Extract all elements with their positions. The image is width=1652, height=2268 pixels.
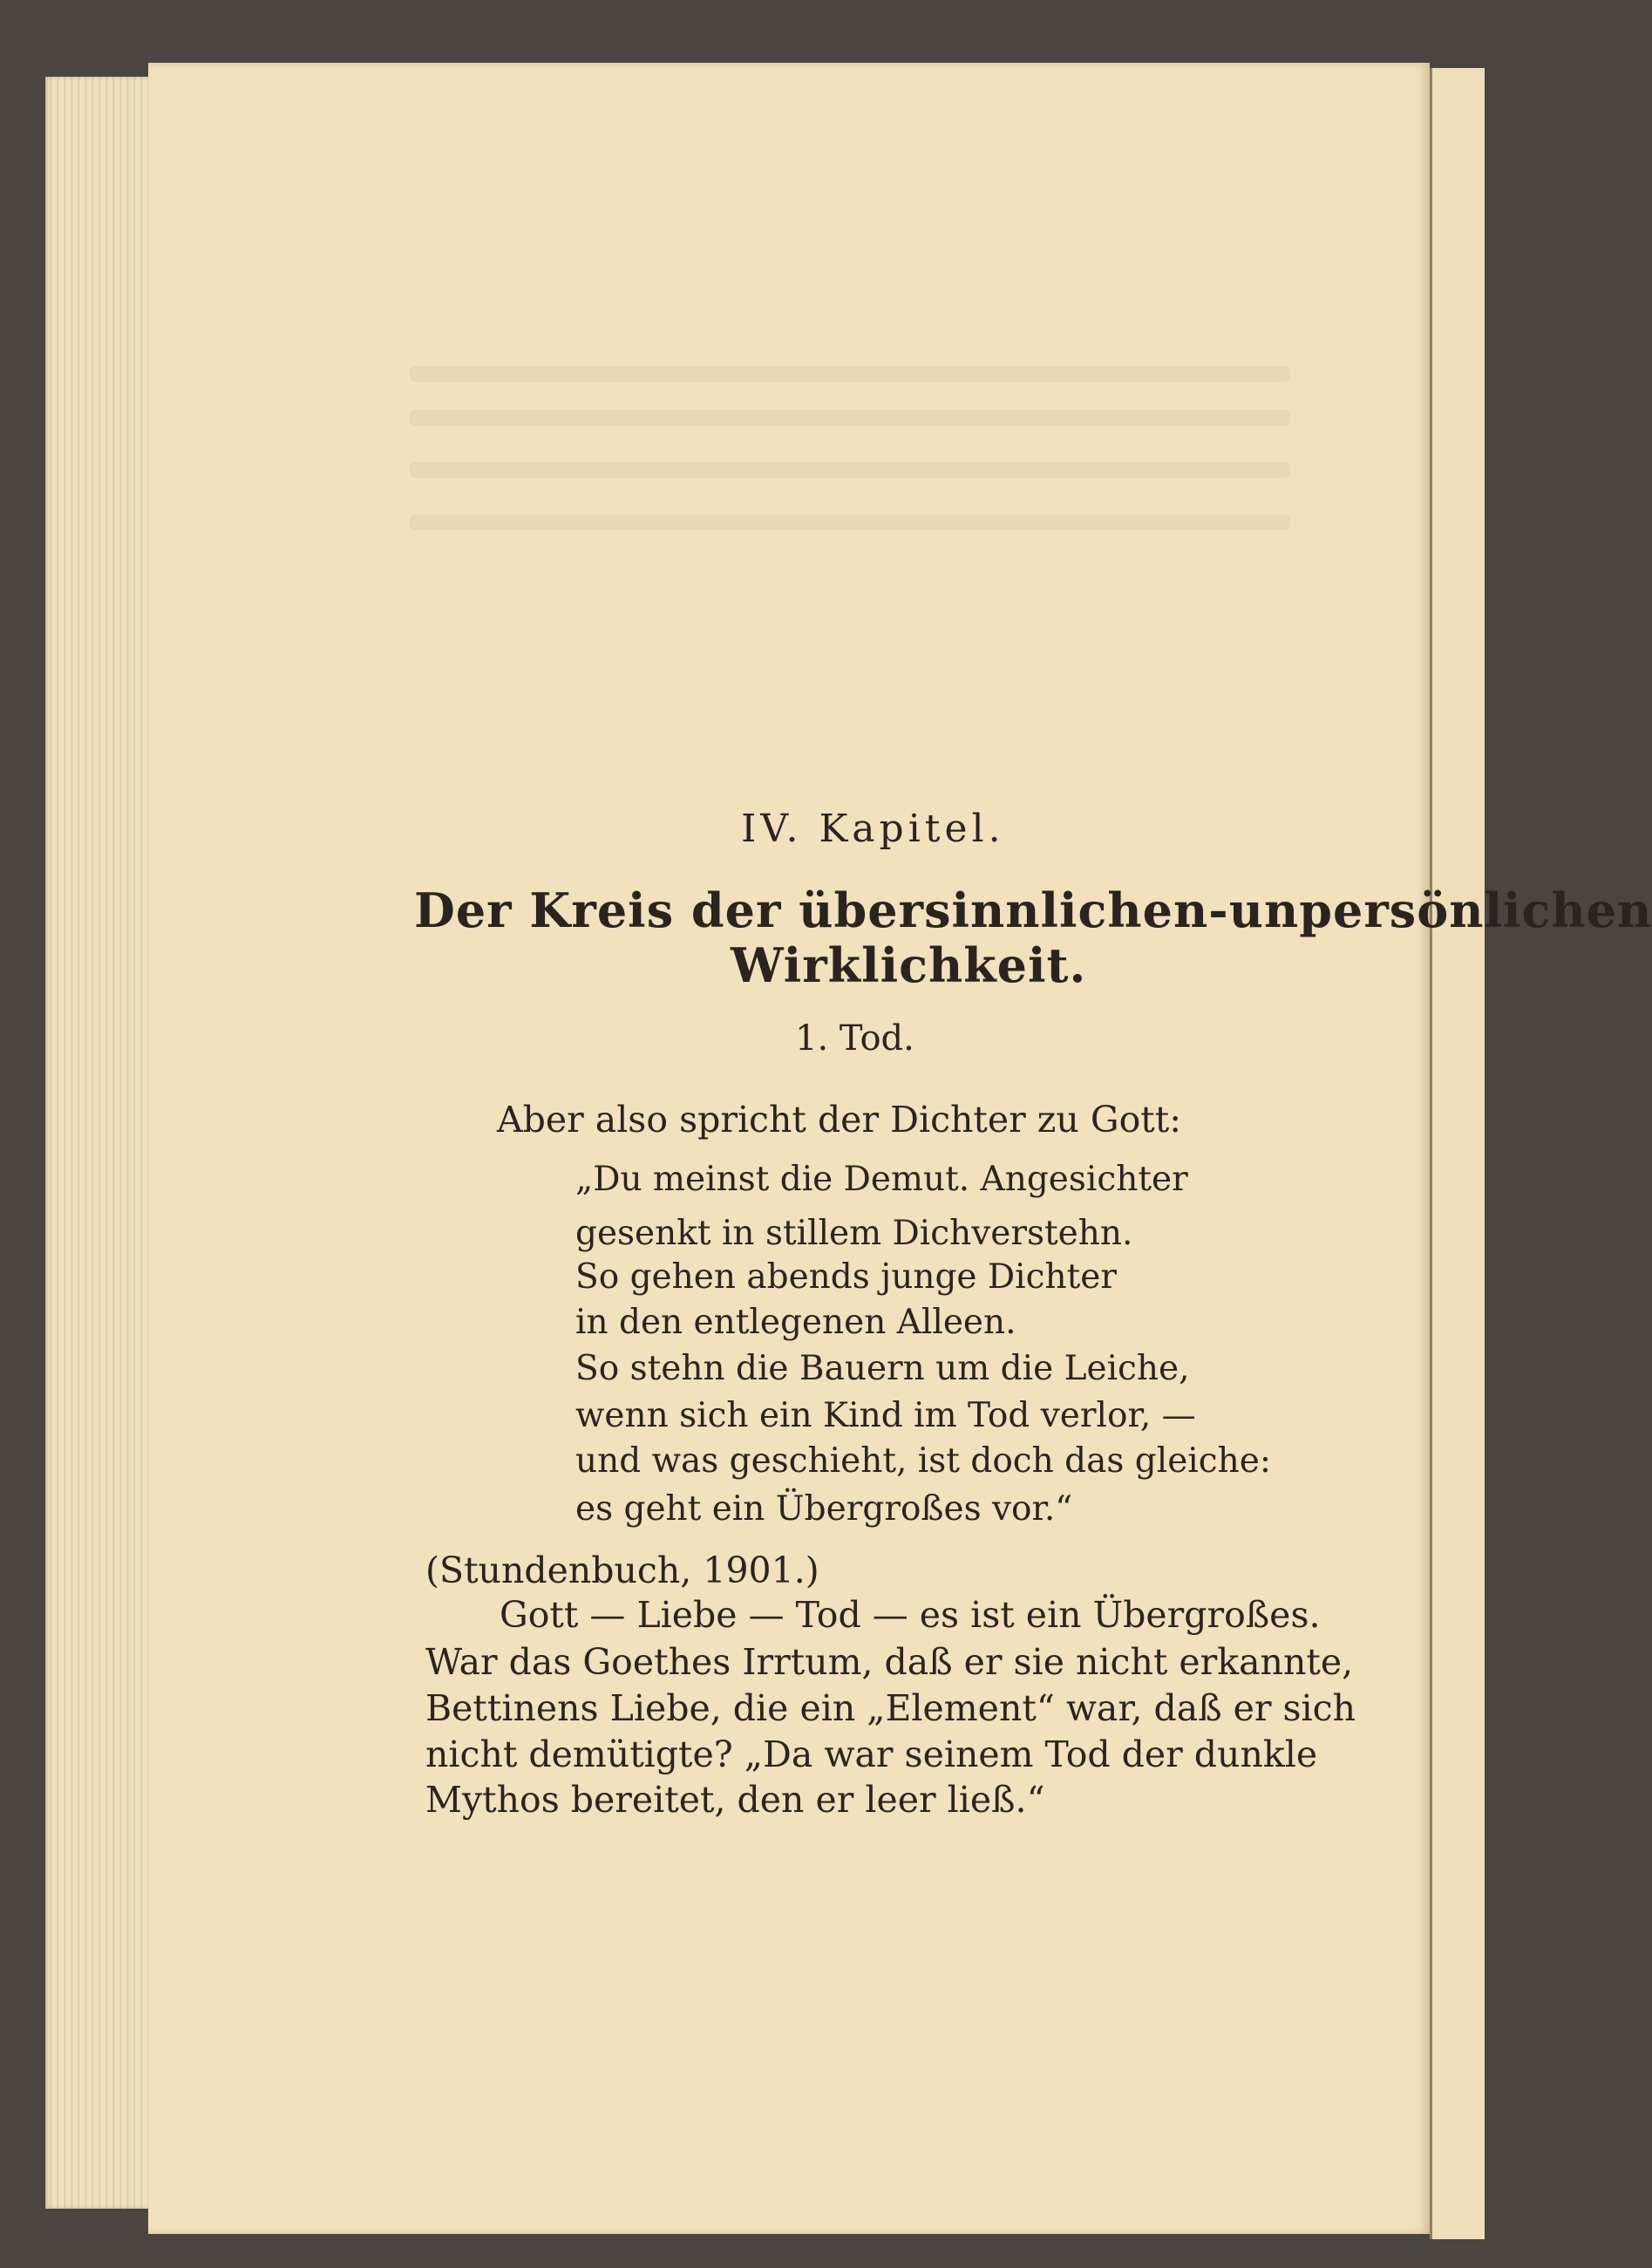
paragraph-line: Bettinens Liebe, die ein „Element“ war, daß er sich xyxy=(425,1687,1356,1729)
chapter-title-line-2: Wirklichkeit. xyxy=(731,937,1087,993)
chapter-title-line-1: Der Kreis der übersinnlichen-unpersönlichen xyxy=(414,882,1652,938)
paragraph-line: War das Goethes Irrtum, daß er sie nicht erkannte, xyxy=(425,1641,1354,1683)
poem-line: So stehn die Bauern um die Leiche, xyxy=(575,1349,1190,1388)
poem-line: So gehen abends junge Dichter xyxy=(575,1257,1118,1297)
source-citation: (Stundenbuch, 1901.) xyxy=(425,1549,819,1591)
page-stack-edge xyxy=(45,77,150,2209)
intro-line: Aber also spricht der Dichter zu Gott: xyxy=(497,1099,1182,1141)
poem-line: und was geschieht, ist doch das gleiche: xyxy=(575,1441,1271,1481)
paragraph-line: Mythos bereitet, den er leer ließ.“ xyxy=(425,1779,1045,1821)
section-heading: 1. Tod. xyxy=(795,1018,914,1059)
chapter-heading: IV. Kapitel. xyxy=(741,807,1005,851)
paragraph-line: nicht demütigte? „Da war seinem Tod der dunkle xyxy=(425,1733,1318,1775)
bleed-through-line xyxy=(410,410,1290,426)
bleed-through-line xyxy=(410,514,1290,530)
poem-line: „Du meinst die Demut. Angesichter xyxy=(575,1160,1188,1199)
bleed-through-line xyxy=(410,462,1290,478)
poem-line: es geht ein Übergroßes vor.“ xyxy=(575,1489,1073,1529)
poem-line: wenn sich ein Kind im Tod verlor, — xyxy=(575,1396,1196,1435)
bleed-through-line xyxy=(410,366,1290,382)
poem-line: gesenkt in stillem Dichverstehn. xyxy=(575,1214,1133,1253)
paragraph-line: Gott — Liebe — Tod — es ist ein Übergroßes. xyxy=(500,1594,1321,1636)
adjacent-page-edge xyxy=(1430,68,1485,2239)
poem-line: in den entlegenen Alleen. xyxy=(575,1303,1016,1342)
book-page xyxy=(148,63,1430,2234)
